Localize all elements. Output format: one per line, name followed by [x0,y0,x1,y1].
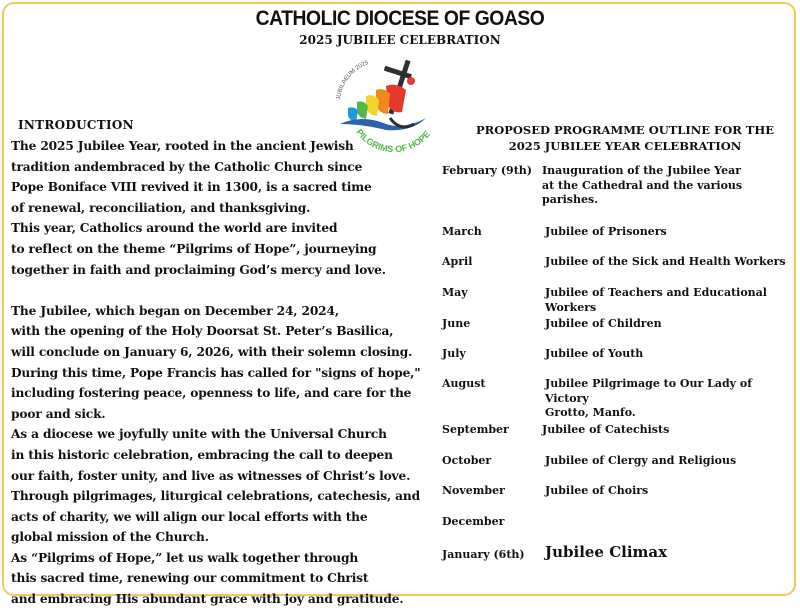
introduction-line: This year, Catholics around the world are invited [11,221,338,236]
introduction-line: together in faith and proclaiming God’s mercy and love. [11,262,386,277]
programme-month: September [442,423,509,436]
programme-month: October [442,454,492,467]
programme-month: February (9th) [442,164,532,177]
introduction-line: of renewal, reconciliation, and thanksgiving. [11,200,311,215]
introduction-line: tradition andembraced by the Catholic Church since [11,159,363,174]
programme-title-line2: 2025 JUBILEE YEAR CELEBRATION [508,139,742,153]
introduction-line: to reflect on the theme “Pilgrims of Hope”, journeying [11,241,377,256]
programme-event: Jubilee of Catechists [542,423,670,436]
introduction-line: acts of charity, we will align our local efforts with the [11,509,368,524]
programme-month: December [442,515,505,528]
pilgrims-figures-icon [340,77,426,130]
introduction-line: The 2025 Jubilee Year, rooted in the ancient Jewish [11,139,354,153]
programme-month: June [442,317,471,330]
programme-month: May [442,286,468,299]
programme-month: March [442,225,482,238]
programme-month: January (6th) [442,548,525,561]
introduction-line: Pope Boniface VIII revived it in 1300, is a sacred time [11,180,372,195]
programme-title [455,122,795,154]
document-subtitle: 2025 JUBILEE CELEBRATION [299,33,501,47]
introduction-line: including fostering peace, openness to life, and care for the [11,386,412,401]
introduction-line: and embracing His abundant grace with joy and gratitude. [11,592,404,607]
programme-event: Jubilee of Choirs [545,484,649,497]
programme-event: Jubilee of Youth [545,347,644,360]
logo-motto: PILGRIMS OF HOPE [354,127,433,155]
introduction-line: this sacred time, renewing our commitment to Christ [11,571,369,586]
programme-event: Jubilee Pilgrimage to Our Lady of Victory Grotto, Manfo. [545,377,752,419]
programme-month: July [442,347,466,360]
programme-month: April [442,255,473,268]
introduction-line: in this historic celebration, embracing the call to deepen [11,447,393,462]
introduction-line: global mission of the Church. [11,530,209,545]
introduction-line: As “Pilgrims of Hope,” let us walk together through [11,550,359,565]
document-title: CATHOLIC DIOCESE OF GOASO [255,7,545,30]
introduction-line: our faith, foster unity, and live as witnesses of Christ’s love. [11,468,411,483]
introduction-line: Through pilgrimages, liturgical celebrations, catechesis, and [11,489,420,504]
introduction-line: During this time, Pope Francis has called for "signs of hope," [11,365,421,380]
programme-event: Jubilee of the Sick and Health Workers [545,255,786,268]
programme-event: Inauguration of the Jubilee Year at the Cathedral and the various parishes. [542,164,743,206]
programme-event: Jubilee Climax [545,543,668,561]
programme-event: Jubilee of Clergy and Religious [545,454,737,467]
introduction-line: As a diocese we joyfully unite with the Universal Church [11,427,387,442]
introduction-line: with the opening of the Holy Doorsat St. Peter’s Basilica, [11,324,394,339]
introduction-heading: INTRODUCTION [18,118,134,132]
logo-arc-text: JUBILAEUM 2025 [336,60,370,101]
programme-event: Jubilee of Prisoners [545,225,667,238]
programme-title-line1: PROPOSED PROGRAMME OUTLINE FOR THE [476,123,774,137]
programme-month: November [442,484,505,497]
introduction-text [11,136,421,610]
introduction-line: will conclude on January 6, 2026, with their solemn closing. [11,344,413,359]
anchor-icon [390,118,414,127]
introduction-line [11,280,351,301]
introduction-line: poor and sick. [11,406,106,421]
introduction-line: The Jubilee, which began on December 24, 2024, [11,303,339,318]
programme-event: Jubilee of Teachers and Educational Workers [545,286,767,314]
programme-event: Jubilee of Children [545,317,662,330]
programme-month: August [442,377,486,390]
